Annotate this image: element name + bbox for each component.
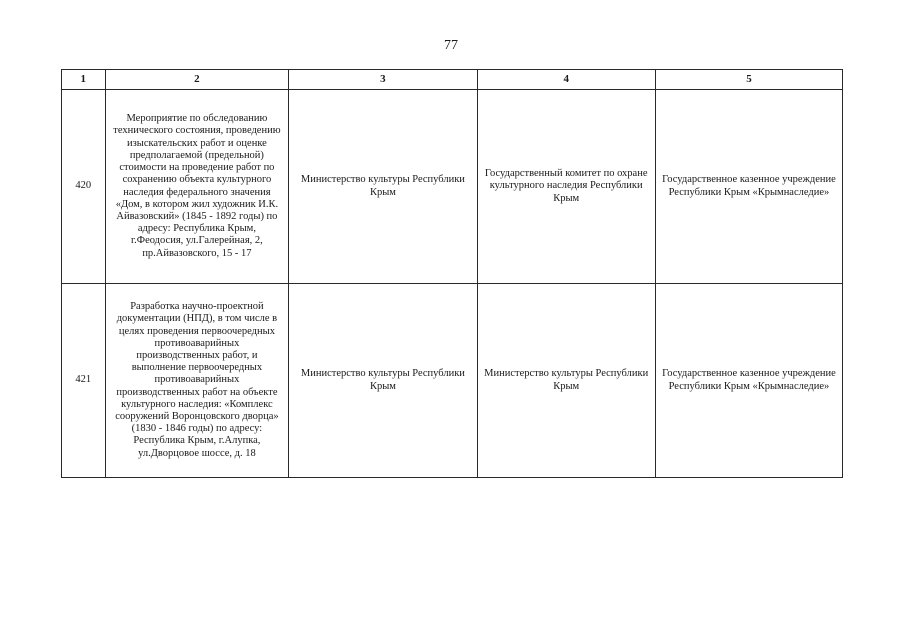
row-description: Мероприятие по обследованию технического состояния, проведению изыскательских работ и оценке предполагаемой (предельной) стоимости на проведение работ по сохранению объекта культурного наследия федерального значения «Дом, в котором жил художник И.К. Айвазовский» (1845 - 1892 годы) по адресу: Республика Крым, г.Феодосия, ул.Галерейная, 2, пр.Айвазовского, 15 - 17 xyxy=(105,90,289,284)
header-col-3: 3 xyxy=(289,70,477,90)
row-description: Разработка научно-проектной документации (НПД), в том числе в целях проведения первоочередных противоаварийных производственных работ, и выполнение первоочередных противоаварийных производственных работ на объекте культурного наследия: «Комплекс сооружений Воронцовского дворца» (1830 - 1846 годы) по адресу: Республика Крым, г.Алупка, ул.Дворцовое шоссе, д. 18 xyxy=(105,284,289,478)
header-col-1: 1 xyxy=(62,70,106,90)
header-col-4: 4 xyxy=(477,70,655,90)
row-participant: Государственное казенное учреждение Республики Крым «Крымнаследие» xyxy=(655,90,842,284)
row-responsible: Министерство культуры Республики Крым xyxy=(289,90,477,284)
header-col-2: 2 xyxy=(105,70,289,90)
row-participant: Государственное казенное учреждение Республики Крым «Крымнаследие» xyxy=(655,284,842,478)
page-number: 77 xyxy=(444,38,458,53)
row-number: 420 xyxy=(62,90,106,284)
document-table xyxy=(61,69,843,478)
header-col-5: 5 xyxy=(655,70,842,90)
row-number: 421 xyxy=(62,284,106,478)
row-coexecutor: Министерство культуры Республики Крым xyxy=(477,284,655,478)
table-header-row xyxy=(62,70,843,90)
row-responsible: Министерство культуры Республики Крым xyxy=(289,284,477,478)
table-row xyxy=(62,284,843,478)
table-row xyxy=(62,90,843,284)
row-coexecutor: Государственный комитет по охране культурного наследия Республики Крым xyxy=(477,90,655,284)
